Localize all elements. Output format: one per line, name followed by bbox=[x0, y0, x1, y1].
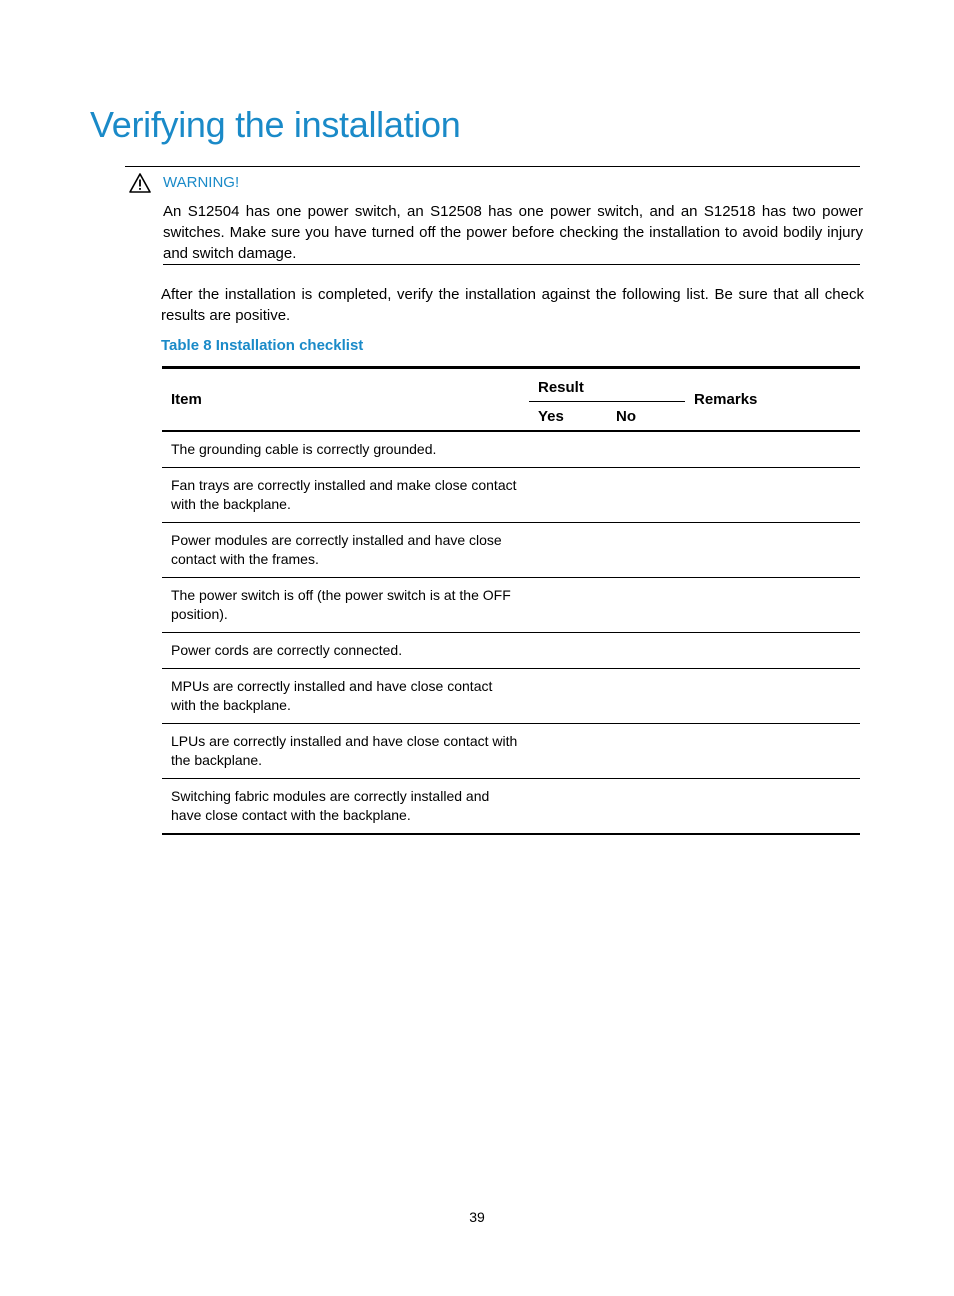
result-yes-cell bbox=[529, 468, 607, 523]
remarks-cell bbox=[685, 578, 860, 633]
remarks-cell bbox=[685, 523, 860, 578]
column-header-item: Item bbox=[162, 368, 529, 432]
result-no-cell bbox=[607, 779, 685, 835]
checklist-item: Switching fabric modules are correctly installed and have close contact with the backplane. bbox=[171, 788, 490, 823]
warning-triangle-icon bbox=[129, 173, 151, 193]
installation-checklist-table bbox=[162, 366, 860, 835]
result-yes-cell bbox=[529, 523, 607, 578]
result-no-cell bbox=[607, 523, 685, 578]
result-yes-cell bbox=[529, 669, 607, 724]
remarks-cell bbox=[685, 779, 860, 835]
page-number: 39 bbox=[469, 1209, 485, 1225]
result-no-cell bbox=[607, 633, 685, 669]
checklist-item: LPUs are correctly installed and have close contact with the backplane. bbox=[162, 724, 529, 779]
table-row bbox=[162, 669, 860, 724]
table-row bbox=[162, 633, 860, 669]
checklist-item: Power cords are correctly connected. bbox=[162, 633, 529, 669]
table-row bbox=[162, 779, 860, 835]
result-yes-cell bbox=[529, 578, 607, 633]
warning-top-rule bbox=[125, 166, 860, 167]
column-header-yes: Yes bbox=[529, 402, 607, 432]
checklist-item: The power switch is off (the power switch is at the OFF position). bbox=[162, 578, 529, 633]
page-title: Verifying the installation bbox=[90, 104, 461, 145]
table-row bbox=[162, 724, 860, 779]
result-yes-cell bbox=[529, 724, 607, 779]
table-row bbox=[162, 523, 860, 578]
result-yes-cell bbox=[529, 431, 607, 468]
remarks-cell bbox=[685, 468, 860, 523]
remarks-cell bbox=[685, 633, 860, 669]
column-header-remarks: Remarks bbox=[685, 368, 860, 432]
table-row bbox=[162, 431, 860, 468]
warning-label: WARNING! bbox=[163, 174, 240, 191]
column-header-result: Result bbox=[529, 368, 685, 402]
checklist-item: MPUs are correctly installed and have close contact with the backplane. bbox=[162, 669, 529, 724]
result-no-cell bbox=[607, 578, 685, 633]
checklist-item: Power modules are correctly installed and have close contact with the frames. bbox=[162, 523, 529, 578]
column-header-no: No bbox=[607, 402, 685, 432]
remarks-cell bbox=[685, 669, 860, 724]
checklist-item: Fan trays are correctly installed and make close contact with the backplane. bbox=[162, 468, 529, 523]
result-yes-cell bbox=[529, 633, 607, 669]
result-yes-cell bbox=[529, 779, 607, 835]
result-no-cell bbox=[607, 669, 685, 724]
table-caption: Table 8 Installation checklist bbox=[161, 337, 364, 354]
intro-paragraph: After the installation is completed, verify the installation against the following list. Be sure that all check results are positive. bbox=[161, 286, 864, 324]
remarks-cell bbox=[685, 724, 860, 779]
table-row bbox=[162, 468, 860, 523]
result-no-cell bbox=[607, 468, 685, 523]
table-row bbox=[162, 578, 860, 633]
remarks-cell bbox=[685, 431, 860, 468]
warning-bottom-rule bbox=[163, 264, 860, 265]
warning-text: An S12504 has one power switch, an S12508 has one power switch, and an S12518 has two power switches. Make sure you have turned off the power before checking the installation to avoid bodily injury and switch damage. bbox=[163, 203, 863, 262]
result-no-cell bbox=[607, 724, 685, 779]
checklist-item: The grounding cable is correctly grounded. bbox=[162, 431, 529, 468]
result-no-cell bbox=[607, 431, 685, 468]
